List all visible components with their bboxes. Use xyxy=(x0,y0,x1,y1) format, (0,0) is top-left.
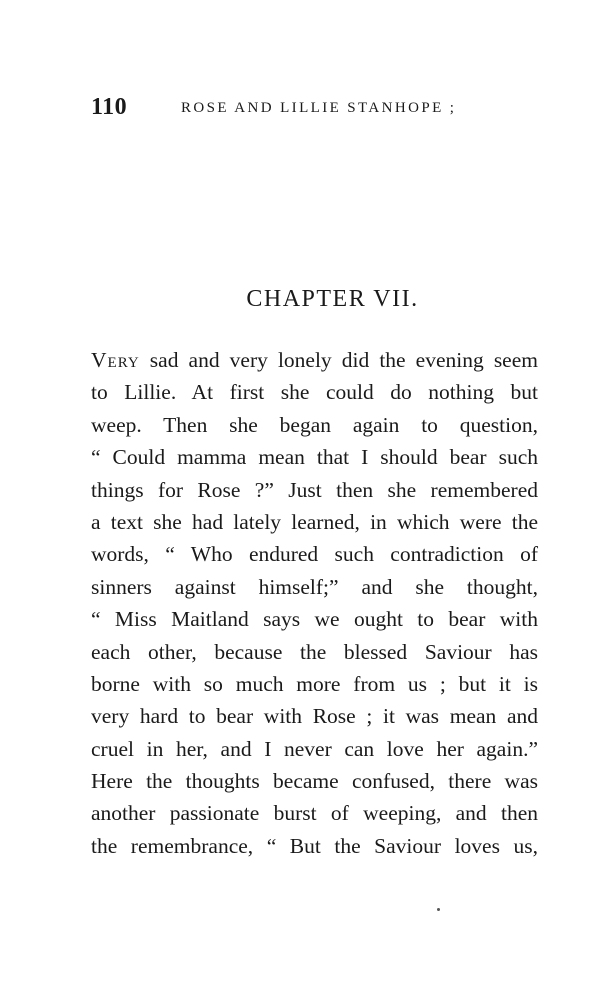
paper-speck xyxy=(437,908,440,911)
text-line: sinners against himself;” and she thought, xyxy=(91,574,538,599)
text-line: very hard to bear with Rose ; it was mean and xyxy=(91,704,538,729)
text-line: to Lillie. At first she could do nothing but xyxy=(91,380,538,405)
chapter-heading: CHAPTER VII. xyxy=(246,286,419,312)
text-line: Here the thoughts became confused, there was xyxy=(91,769,538,794)
text-line: “ Miss Maitland says we ought to bear with xyxy=(91,607,538,632)
drop-word: Very xyxy=(91,348,140,372)
text-line xyxy=(91,344,538,376)
text-line: borne with so much more from us ; but it is xyxy=(91,671,538,696)
running-head xyxy=(91,94,511,124)
text-line: the remembrance, “ But the Saviour loves us, xyxy=(91,833,538,858)
page-number: 110 xyxy=(91,94,128,120)
text-line: “ Could mamma mean that I should bear such xyxy=(91,445,538,470)
text-line: each other, because the blessed Saviour has xyxy=(91,639,538,664)
chapter-body xyxy=(91,344,538,862)
text-line: another passionate burst of weeping, and then xyxy=(91,801,538,826)
text-line: cruel in her, and I never can love her again.” xyxy=(91,736,538,761)
text-line-rest: sad and very lonely did the evening seem xyxy=(139,348,538,372)
text-line: things for Rose ?” Just then she remembered xyxy=(91,477,538,502)
text-line: weep. Then she began again to question, xyxy=(91,412,538,437)
text-line: a text she had lately learned, in which were the xyxy=(91,509,538,534)
text-line: words, “ Who endured such contradiction of xyxy=(91,542,538,567)
running-title: ROSE AND LILLIE STANHOPE ; xyxy=(181,100,457,116)
